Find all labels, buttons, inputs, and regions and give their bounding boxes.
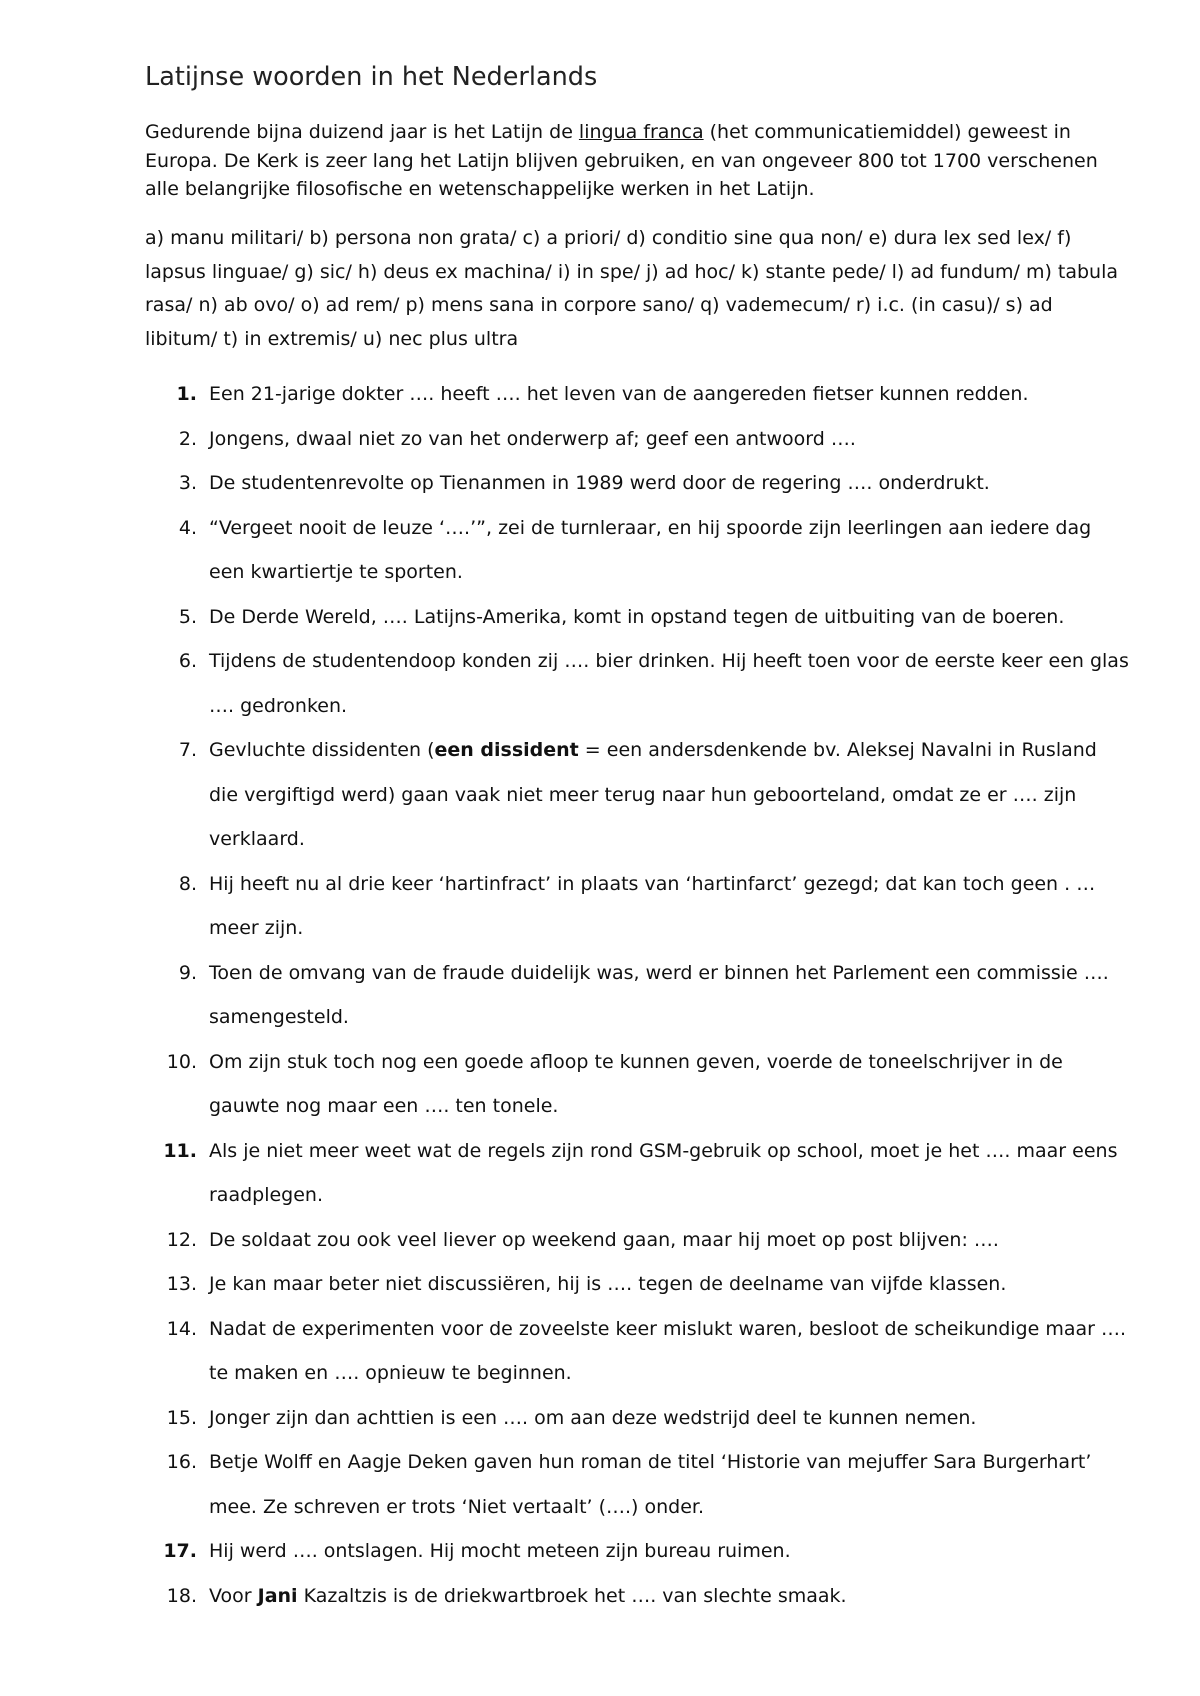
exercise-item (145, 951, 1130, 1040)
page-title: Latijnse woorden in het Nederlands (145, 62, 598, 92)
exercise-item (145, 862, 1130, 951)
exercise-item (145, 417, 1130, 462)
exercise-item (145, 728, 1130, 862)
exercise-item (145, 1307, 1130, 1396)
item-text: “Vergeet nooit de leuze ‘….’”, zei de turnleraar, en hij spoorde zijn leerlingen aan iedere dag een kwartiertje te sporten. (209, 516, 1092, 583)
item-text: De studentenrevolte op Tienanmen in 1989 werd door de regering …. onderdrukt. (209, 472, 990, 494)
bold-name: Jani (257, 1584, 298, 1607)
exercise-item (145, 595, 1130, 640)
item-text-after: = een andersdenkende bv. Aleksej Navalni in Rusland die vergiftigd werd) gaan vaak niet meer terug naar hun geboorteland, omdat ze er …. zijn verklaard. (209, 739, 1097, 850)
item-number: 2. (178, 427, 197, 450)
item-text: Jongens, dwaal niet zo van het onderwerp af; geef een antwoord …. (209, 427, 856, 450)
exercise-item (145, 1262, 1130, 1307)
exercise-item (145, 1396, 1130, 1441)
item-text-after: Kazaltzis is de driekwartbroek het …. van slechte smaak. (297, 1584, 847, 1607)
item-text: Om zijn stuk toch nog een goede afloop te kunnen geven, voerde de toneelschrijver in de gauwte nog maar een …. ten tonele. (209, 1050, 1063, 1117)
item-number: 6. (178, 650, 197, 672)
item-text: Een 21-jarige dokter …. heeft …. het leven van de aangereden fietser kunnen redden. (209, 383, 1029, 405)
item-text: Tijdens de studentendoop konden zij …. bier drinken. Hij heeft toen voor de eerste keer een glas …. gedronken. (209, 650, 1129, 717)
bold-term: een dissident (434, 739, 579, 761)
item-number: 14. (166, 1317, 197, 1340)
exercise-item (145, 372, 1130, 417)
item-number: 5. (178, 605, 197, 628)
item-number: 4. (178, 516, 197, 539)
exercise-item (145, 1574, 1130, 1619)
item-text: Nadat de experimenten voor de zoveelste keer mislukt waren, besloot de scheikundige maar …. te maken en …. opnieuw te beginnen. (209, 1317, 1127, 1384)
item-text (209, 1585, 847, 1607)
exercise-item (145, 1129, 1130, 1218)
item-number: 8. (178, 872, 197, 895)
item-text: Betje Wolff en Aagje Deken gaven hun roman de titel ‘Historie van mejuffer Sara Burgerhart’ mee. Ze schreven er trots ‘Niet vertaalt’ (….) onder. (209, 1451, 1092, 1518)
item-number: 10. (166, 1050, 197, 1073)
intro-text-before: Gedurende bijna duizend jaar is het Latijn de (145, 121, 579, 143)
intro-text-after: (het communicatiemiddel) geweest in Europa. De Kerk is zeer lang het Latijn blijven gebruiken, en van ongeveer 800 tot 1700 verschenen alle belangrijke filosofische en wetenschappelijke werken in het Latijn. (145, 121, 1098, 200)
item-number: 17. (163, 1540, 197, 1562)
exercise-item (145, 639, 1130, 728)
exercise-item (145, 1218, 1130, 1263)
item-number: 15. (166, 1406, 197, 1429)
item-number: 7. (178, 739, 197, 761)
item-text: De Derde Wereld, …. Latijns-Amerika, komt in opstand tegen de uitbuiting van de boeren. (209, 605, 1065, 628)
item-text: Je kan maar beter niet discussiëren, hij is …. tegen de deelname van vijfde klassen. (209, 1273, 1007, 1295)
intro-paragraph (145, 118, 1130, 204)
exercise-item (145, 1440, 1130, 1529)
item-text: De soldaat zou ook veel liever op weekend gaan, maar hij moet op post blijven: …. (209, 1228, 999, 1251)
item-number: 18. (166, 1584, 197, 1607)
item-text: Als je niet meer weet wat de regels zijn rond GSM-gebruik op school, moet je het …. maar eens raadplegen. (209, 1139, 1118, 1206)
item-number: 13. (166, 1273, 197, 1295)
item-text: Hij werd …. ontslagen. Hij mocht meteen zijn bureau ruimen. (209, 1540, 791, 1562)
exercise-item (145, 461, 1130, 506)
item-text: Toen de omvang van de fraude duidelijk was, werd er binnen het Parlement een commissie …. samengesteld. (209, 961, 1109, 1028)
item-number: 12. (166, 1228, 197, 1251)
item-text: Hij heeft nu al drie keer ‘hartinfract’ in plaats van ‘hartinfarct’ gezegd; dat kan toch geen . … meer zijn. (209, 872, 1096, 939)
exercise-item (145, 506, 1130, 595)
item-number: 9. (178, 961, 197, 984)
item-text-before: Voor (209, 1584, 258, 1607)
exercise-item (145, 1529, 1130, 1574)
item-text (209, 739, 1097, 850)
latin-terms-list: a) manu militari/ b) persona non grata/ c) a priori/ d) conditio sine qua non/ e) dura lex sed lex/ f) lapsus linguae/ g) sic/ h) deus ex machina/ i) in spe/ j) ad hoc/ k) stante pede/ l) ad fundum/ m) tabula rasa/ n) ab ovo/ o) ad rem/ p) mens sana in corpore sano/ q) vademecum/ r) i.c. (in casu)/ s) ad libitum/ t) in extremis/ u) nec plus ultra (145, 227, 1119, 350)
item-text: Jonger zijn dan achttien is een …. om aan deze wedstrijd deel te kunnen nemen. (209, 1406, 977, 1429)
item-text-before: Gevluchte dissidenten ( (209, 739, 435, 761)
item-number: 1. (176, 383, 197, 405)
exercise-item (145, 1040, 1130, 1129)
item-number: 11. (163, 1139, 197, 1162)
lingua-franca-term: lingua franca (578, 121, 704, 143)
exercise-list (145, 372, 1130, 1618)
item-number: 16. (166, 1451, 197, 1473)
item-number: 3. (178, 472, 197, 494)
